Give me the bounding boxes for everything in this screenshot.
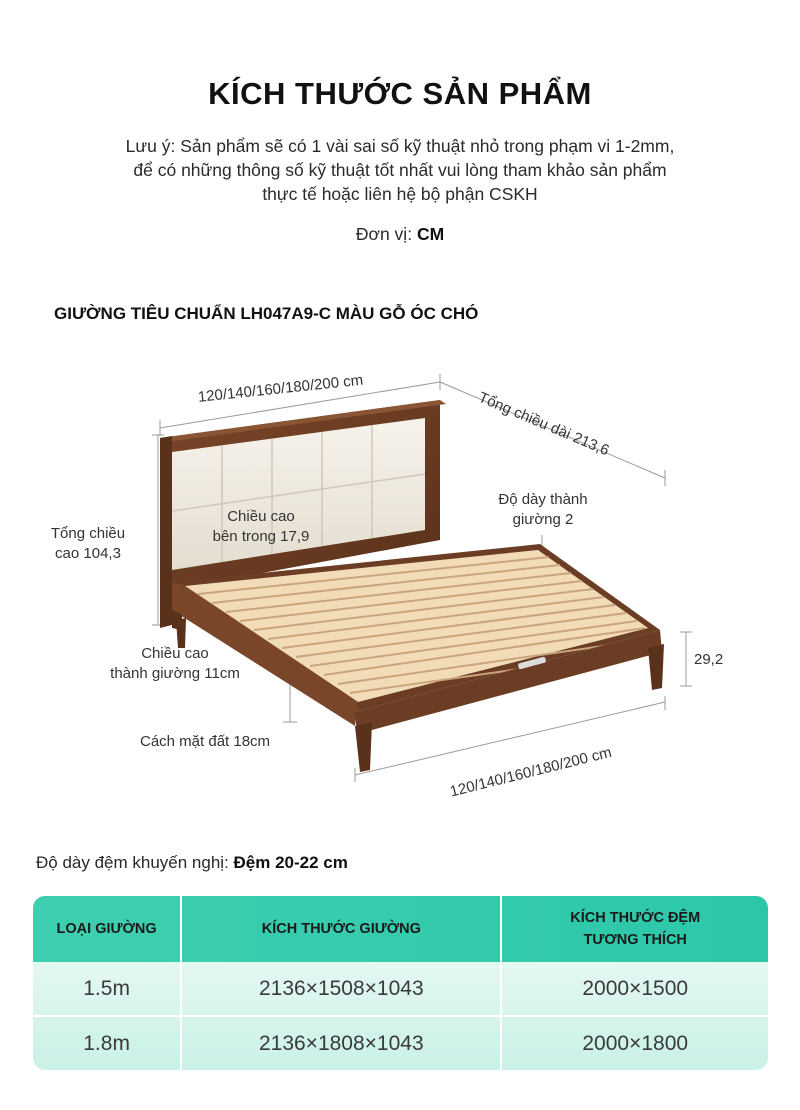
bed-dimension-diagram	[0, 330, 800, 830]
cell-mattress-size: 2000×1500	[500, 962, 768, 1015]
cell-bed-type: 1.5m	[83, 976, 130, 1000]
header-mattress-size-line-2: TƯƠNG THÍCH	[583, 932, 687, 948]
header-bed-size: KÍCH THƯỚC GIƯỜNG	[180, 896, 500, 962]
unit-line	[0, 224, 800, 245]
frame-thickness-line-1: Độ dày thành	[498, 491, 588, 508]
unit-value: CM	[416, 224, 445, 244]
label-total-length: Tổng chiều dài 213,6	[475, 388, 612, 460]
note-line-3: thực tế hoặc liên hệ bộ phận CSKH	[262, 184, 538, 204]
side-height-line-1: Chiều cao	[141, 645, 209, 662]
header-mattress-size-line-1: KÍCH THƯỚC ĐỆM	[570, 910, 701, 926]
table-header	[33, 896, 768, 962]
label-side-height	[96, 644, 254, 684]
mattress-recommendation	[36, 853, 348, 873]
note-line-1: Lưu ý: Sản phẩm sẽ có 1 vài sai số kỹ thuật nhỏ trong phạm vi 1-2mm,	[125, 136, 675, 156]
label-right-height: 29,2	[694, 651, 724, 668]
side-height-line-2: thành giường 11cm	[110, 665, 240, 682]
header-bed-type: LOẠI GIƯỜNG	[56, 921, 157, 937]
label-frame-thickness	[488, 490, 598, 530]
frame-thickness-line-2: giường 2	[512, 511, 574, 528]
recommendation-label: Độ dày đệm khuyến nghị:	[36, 853, 229, 872]
label-inner-height	[206, 507, 316, 547]
label-width-top: 120/140/160/180/200 cm	[197, 371, 364, 406]
size-table	[33, 896, 768, 1070]
header-mattress-size	[500, 896, 768, 962]
label-total-height	[38, 524, 138, 564]
unit-label: Đơn vị:	[355, 224, 413, 244]
total-height-line-1: Tổng chiều	[50, 525, 126, 542]
total-height-line-2: cao 104,3	[55, 545, 121, 562]
bed-illustration	[0, 330, 800, 830]
label-width-bottom: 120/140/160/180/200 cm	[448, 743, 614, 801]
cell-bed-type: 1.8m	[83, 1031, 130, 1055]
page-title: KÍCH THƯỚC SẢN PHẨM	[208, 76, 592, 111]
table-row	[33, 1015, 768, 1070]
inner-height-line-2: bên trong 17,9	[212, 528, 310, 545]
recommendation-value: Đệm 20-22 cm	[233, 853, 348, 872]
inner-height-line-1: Chiều cao	[227, 508, 295, 525]
note-line-2: để có những thông số kỹ thuật tốt nhất vui lòng tham khảo sản phẩm	[133, 160, 667, 180]
table-row	[33, 962, 768, 1015]
cell-mattress-size: 2000×1800	[500, 1017, 768, 1070]
disclaimer-note	[50, 134, 750, 206]
label-ground-clearance: Cách mặt đất 18cm	[140, 733, 271, 750]
cell-bed-size: 2136×1808×1043	[180, 1017, 500, 1070]
product-name: GIƯỜNG TIÊU CHUẨN LH047A9-C MÀU GỖ ÓC CHÓ	[54, 304, 479, 323]
cell-bed-size: 2136×1508×1043	[180, 962, 500, 1015]
